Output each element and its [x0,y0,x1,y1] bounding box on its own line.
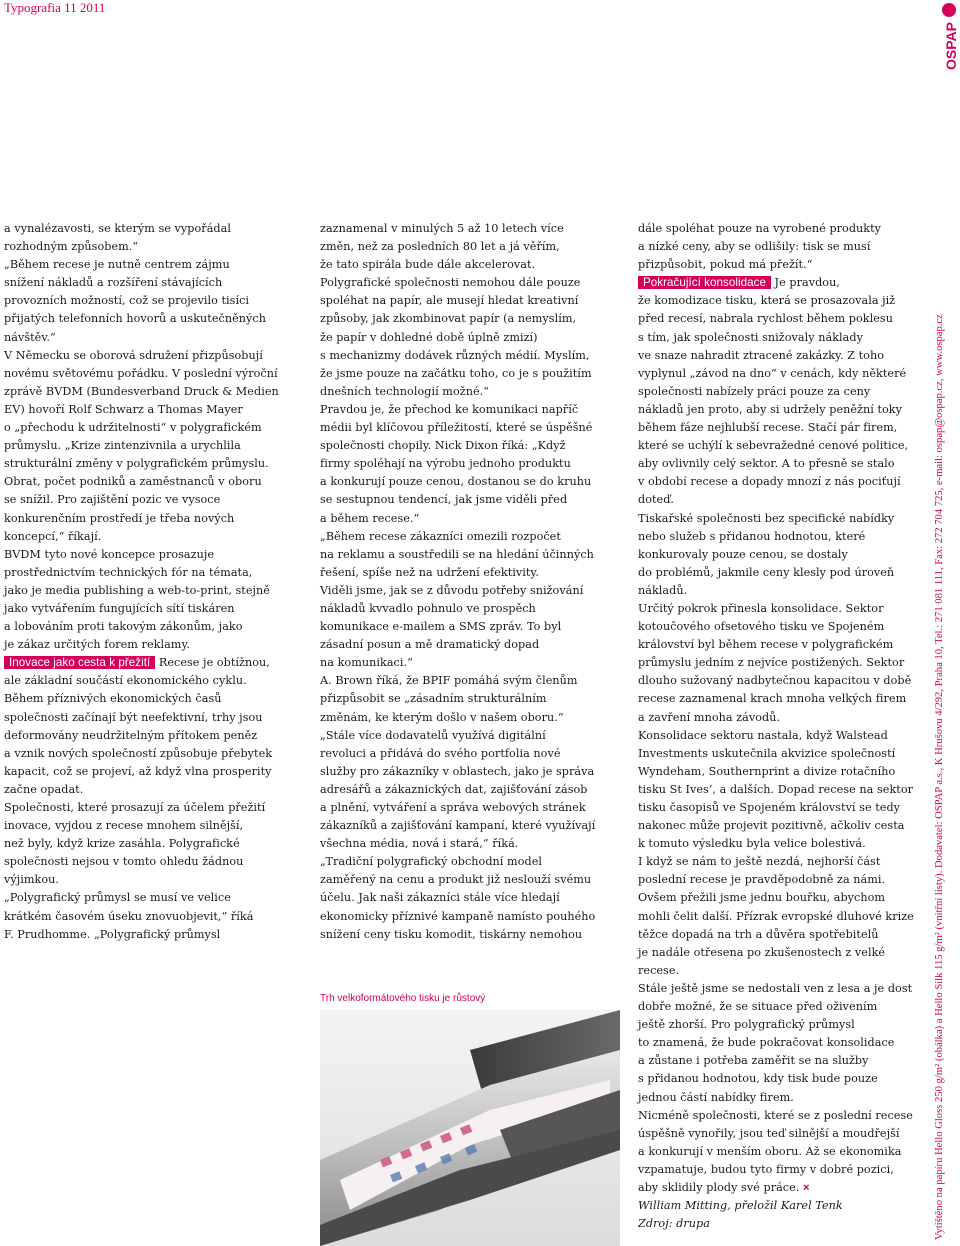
text-line: s mechanizmy dodávek různých médií. Myslím, [320,348,590,362]
text-run: Je pravdou, [770,276,840,290]
text-line: Společnosti, které prosazují za účelem přežití [4,801,266,814]
text-line: změn, než za posledních 80 let a já věřím, [320,240,560,254]
text-line: se snížil. Pro zajištění pozic ve vysoce [4,493,221,507]
text-line: Konsolidace sektoru nastala, když Walstead [638,728,888,742]
text-line: novému světovému pořádku. V poslední výroční [4,366,278,380]
text-line: doteď. [638,493,675,507]
text-line: kotoučového ofsetového tisku ve Spojeném [638,620,885,634]
text-line: „Tradiční polygrafický obchodní model [320,855,542,869]
text-line: to znamená, že bude pokračovat konsolidace [638,1036,895,1050]
article-column-2 [320,220,620,944]
text-line: a plnění, vytváření a správa webových stránek [320,801,586,814]
text-line: I když se nám to ještě nezdá, nejhorší část [638,855,881,869]
text-line: „Během recese zákazníci omezili rozpočet [320,529,561,543]
text-line: rozhodným způsobem.“ [4,240,139,254]
text-line: nebo služeb s přidanou hodnotou, které [638,529,866,543]
text-line: provozních možností, což se projevilo tisíci [4,294,250,308]
issue-number: 11 [64,0,77,15]
text-line: průmyslu jedním z nejvíce postižených. Sektor [638,656,905,670]
text-line: změnám, ke kterým došlo v našem oboru.“ [320,710,564,724]
text-line: konkurenčním prostředí je třeba nových [4,511,235,525]
text-line: inovace, vyjdou z recese mnohem silnější, [4,819,244,833]
text-line: strukturální změny v polygrafickém průmyslu. [4,457,269,471]
text-line: a nízké ceny, aby se odlišily: tisk se musí [638,240,871,254]
text-line: že komodizace tisku, která se prosazovala již [638,294,896,308]
text-line: přizpůsobit se „zásadním strukturálním [320,692,547,706]
text-line: těžce dopadá na trh a důvěra spotřebitelů [638,927,879,941]
text-run: Recese je obtížnou, [155,656,270,670]
text-line: a lobováním proti takovým zákonům, jako [4,620,243,634]
printing-note: Vytištěno na papíru Hello Gloss 250 g/m² (obálka) a Hello Silk 115 g/m² (vnitřní listy). Dodavatel: OSPAP a.s., K Hrušovu 4/292, Praha 10, Tel.: 271 081 111, Fax: 272 704 725, e-mail: ospap@ospap.cz, www.ospap.cz [934,314,945,1240]
text-line: deformovány neudržitelným přítokem peněz [4,728,258,742]
printer-photo [320,1010,620,1246]
text-line: zaznamenal v minulých 5 až 10 letech více [320,222,564,235]
text-line: a vznik nových společností způsobuje přebytek [4,746,273,760]
text-line: přizpůsobit, pokud má přežít.“ [638,258,813,272]
text-line: snížení nákladů a rozšíření stávajících [4,276,223,290]
text-line: služby pro zákazníky v oblastech, jako je správa [320,764,595,778]
text-line: Investments uskutečnila akvizice společností [638,746,896,760]
text-line: zásadní posun a mě dramatický dopad [320,638,540,652]
text-line: Pravdou je, že přechod ke komunikaci napříč [320,402,579,416]
text-line: s přidanou hodnotou, kdy tisk bude pouze [638,1072,878,1086]
text-line: v období recese a dopady mnozí z nás pociťují [638,475,901,489]
text-line: na komunikaci.“ [320,656,413,670]
text-line: recese zaznamenal krach mnoha velkých firem [638,692,907,706]
text-line: vzpamatuje, budou tyto firmy v dobré pozici, [638,1162,894,1176]
subheading-line [4,654,296,672]
subheading: Inovace jako cesta k přežití [4,656,155,669]
text-line [638,1179,930,1197]
text-line: návštěv.“ [4,330,56,344]
text-line: a konkurují pouze cenou, dostanou se do kruhu [320,475,592,489]
photo-caption: Trh velkoformátového tisku je růstový [320,993,486,1004]
section-name: Typografia [4,0,61,15]
text-line: poslední recese je pravděpodobně za námi. [638,873,886,887]
text-line: mohli čelit další. Přízrak evropské dluhové krize [638,909,914,923]
text-line: účelu. Jak naši zákazníci stále více hledají [320,891,560,905]
text-line: společnosti nabízely práci pouze za ceny [638,384,871,398]
text-line: jednou částí nabídky firem. [638,1090,794,1104]
text-run: aby sklidily plody své práce. [638,1180,800,1194]
text-line: tisku St Ives’, a dalších. Dopad recese na sektor [638,782,914,796]
text-line: Ovšem přežili jsme jednu bouřku, abychom [638,891,886,905]
text-line: ještě zhorší. Pro polygrafický průmysl [638,1018,855,1032]
text-line: začne opadat. [4,782,84,796]
text-line: Obrat, počet podniků a zaměstnanců v oboru [4,475,262,489]
text-line: všechna média, nová i stará,“ říká. [320,837,519,851]
text-line: A. Brown říká, že BPIF pomáhá svým členům [320,674,578,688]
text-line: spoléhat na papír, ale musejí hledat kreativní [320,294,579,308]
text-line: „Polygrafický průmysl se musí ve velice [4,891,231,905]
text-line: o „přechodu k udržitelnosti“ v polygrafickém [4,421,262,435]
text-line: F. Prudhomme. „Polygrafický průmysl [4,927,221,941]
text-line: na reklamu a soustředili se na hledání účinných [320,547,594,561]
text-line: a vynalézavosti, se kterým se vypořádal [4,222,231,235]
logo-text: OSPAP [943,22,959,70]
text-line: recese. [638,963,680,977]
text-line: snížení ceny tisku komodit, tiskárny nemohou [320,927,583,941]
page-header [4,0,105,16]
text-line: které se uchýlí k sebevražedné cenové politice, [638,439,909,453]
text-line: a během recese.“ [320,511,420,525]
text-line: firmy spoléhají na výrobu jednoho produktu [320,457,571,471]
subheading: Pokračující konsolidace [638,276,771,289]
text-line: krátkém časovém úseku znovuobjevit,“ říká [4,909,254,923]
text-line: konkurovaly pouze cenou, se dostaly [638,547,848,561]
text-line: zprávě BVDM (Bundesverband Druck & Medien [4,384,279,398]
text-line: že papír v dohledné době úplně zmizí) [320,330,538,344]
text-line: společnosti nejsou v tomto ohledu žádnou [4,855,244,869]
text-line: výjimkou. [4,873,60,887]
text-line: než byly, když krize zasáhla. Polygrafické [4,837,240,851]
text-line: nákladů kvvadlo pohnulo ve prospěch [320,601,536,615]
text-line: koncepcí,“ říkají. [4,529,102,543]
text-line: dlouho sužovaný nadbytečnou kapacitou v době [638,674,912,688]
text-line: Wyndeham, Southernprint a divize rotačního [638,764,896,778]
article-column-3 [638,220,930,1233]
text-line: Tiskařské společnosti bez specifické nabídky [638,511,895,525]
text-line: je nadále otřesena po zkušenostech z velké [638,945,886,959]
text-line: V Německu se oborová sdružení přizpůsobují [4,348,263,362]
article-column-1 [4,220,296,944]
text-line: Viděli jsme, jak se z důvodu potřeby snižování [320,583,584,597]
text-line: přijatých telefonních hovorů a uskutečněných [4,312,266,326]
text-line: nákladů jen proto, aby si udržely peněžní toky [638,402,903,416]
text-line: jako vytvářením fungujících sítí tiskáren [4,601,235,615]
text-line: s tím, jak společnosti snižovaly náklady [638,330,863,344]
author-credit: William Mitting, přeložil Karel Tenk [638,1199,843,1213]
text-line: se sestupnou tendencí, jak jsme viděli před [320,493,568,507]
text-line: společnosti chopily. Nick Dixon říká: „Když [320,439,566,453]
text-line: komunikace e-mailem a SMS zpráv. To byl [320,620,562,634]
text-line: řešení, spíše než na udržení efektivity. [320,565,539,579]
text-line: nákladů. [638,583,688,597]
text-line: je zákaz určitých forem reklamy. [4,638,190,652]
text-line: „Během recese je nutně centrem zájmu [4,258,230,272]
text-line: vyplynul „závod na dno“ v cenách, kdy některé [638,366,907,380]
text-line: a zůstane i potřeba zaměřit se na služby [638,1054,869,1068]
text-line: zákazníků a zajišťování kampaní, které využívají [320,819,596,833]
text-line: kapacit, což se projeví, až když vlna prosperity [4,764,272,778]
text-line: společnosti začínají být neefektivní, trhy jsou [4,710,263,724]
text-line: revoluci a přidává do svého portfolia nové [320,746,561,760]
text-line: prostřednictvím technických fór na témata, [4,565,253,579]
text-line: médii byl klíčovou příležitostí, které se úspěšné [320,421,593,435]
text-line: Určitý pokrok přinesla konsolidace. Sektor [638,601,884,615]
source-credit: Zdroj: drupa [638,1217,710,1231]
text-line: během fáze nejhlubší recese. Stačí pár firem, [638,421,898,435]
issue-year: 2011 [79,0,106,15]
text-line: a zavření mnoha závodů. [638,710,781,724]
text-line: dobře možné, že se situace před oživením [638,1000,878,1014]
text-line: průmyslu. „Krize zintenzivnila a urychlila [4,439,241,453]
text-line: že jsme pouze na začátku toho, co je s použitím [320,366,592,380]
text-line: dále spoléhat pouze na vyrobené produkty [638,222,882,235]
text-line: ve snaze nahradit ztracené zakázky. Z toho [638,348,884,362]
text-line: Během příznivých ekonomických časů [4,692,222,706]
text-line: ale základní součástí ekonomického cyklu. [4,674,247,688]
text-line: jako je media publishing a web-to-print, stejně [4,583,270,597]
text-line: tisku časopisů ve Spojeném království se tedy [638,801,901,814]
end-mark: × [803,1181,810,1194]
text-line: k tomuto výsledku byla velice bolestivá. [638,837,866,851]
subheading-line [638,274,930,292]
text-line: Nicméně společnosti, které se z poslední recese [638,1108,913,1122]
text-line: dnešních technologií možné.“ [320,384,489,398]
text-line: ekonomicky příznivé kampaně namísto pouhého [320,909,596,923]
text-line: aby ovlivnily celý sektor. A to přesně se stalo [638,457,895,471]
text-line: nakonec může projevit pozitivně, ačkoliv cesta [638,819,905,833]
text-line: adresářů a zákaznických dat, zajišťování zásob [320,782,588,796]
text-line: Stále ještě jsme se nedostali ven z lesa a je dost [638,981,913,995]
text-line: EV) hovoří Rolf Schwarz a Thomas Mayer [4,402,243,416]
text-line: úspěšně vynořily, jsou teď silnější a moudřejší [638,1126,900,1140]
text-line: před recesí, nabrala rychlost během poklesu [638,312,893,326]
text-line: a konkurují v menším oboru. Až se ekonomika [638,1144,902,1158]
text-line: způsoby, jak zkombinovat papír (a nemyslím, [320,312,577,326]
text-line: do problémů, jakmile ceny klesly pod úroveň [638,565,895,579]
text-line: zaměřený na cenu a produkt již neslouží svému [320,873,592,887]
text-line: „Stále více dodavatelů využívá digitální [320,728,546,742]
text-line: Polygrafické společnosti nemohou dále pouze [320,276,581,290]
text-line: že tato spirála bude dále akcelerovat. [320,258,536,272]
text-line: BVDM tyto nové koncepce prosazuje [4,547,215,561]
text-line: království byl během recese v polygrafickém [638,638,894,652]
